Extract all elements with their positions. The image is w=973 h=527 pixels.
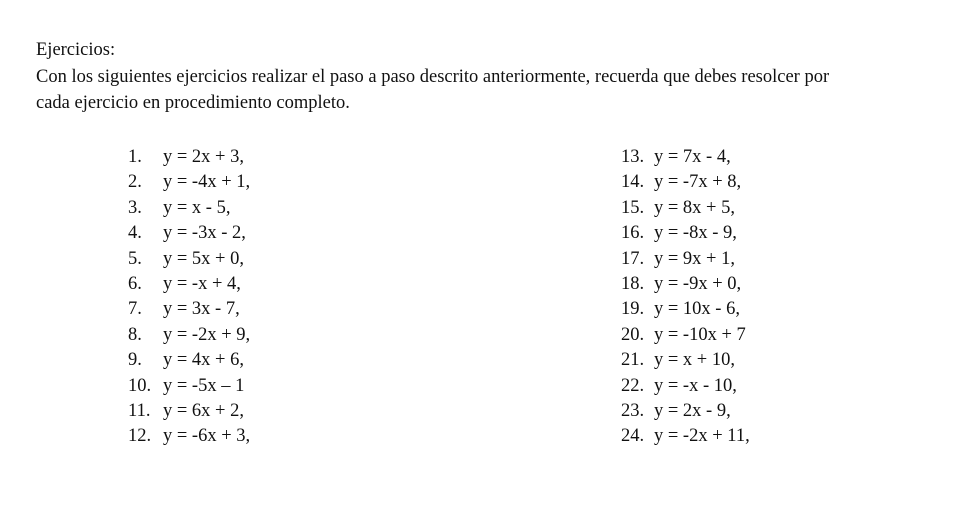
exercise-number: 3. (128, 197, 142, 218)
exercise-item (128, 196, 250, 221)
exercise-equation: y = -6x + 3, (163, 426, 251, 447)
exercise-equation: y = -5x – 1 (163, 375, 245, 396)
exercise-equation: y = x - 5, (163, 197, 231, 218)
exercise-number: 18. (621, 273, 645, 294)
exercise-equation: y = -4x + 1, (163, 172, 251, 193)
exercise-number: 7. (128, 299, 142, 320)
exercise-list-left (128, 145, 250, 450)
exercise-number: 22. (621, 375, 645, 396)
exercise-number: 1. (128, 147, 142, 167)
exercise-item (621, 247, 750, 272)
exercise-number: 6. (128, 273, 142, 294)
exercise-number: 23. (621, 400, 645, 421)
exercise-equation: y = -10x + 7 (654, 324, 746, 345)
exercise-equation: y = -7x + 8, (654, 172, 742, 193)
exercise-item (128, 272, 250, 297)
instructions-line-2: cada ejercicio en procedimiento completo. (36, 93, 350, 113)
exercise-equation: y = 10x - 6, (654, 299, 740, 320)
exercise-equation: y = -x + 4, (163, 273, 241, 294)
exercise-equation: y = 2x + 3, (163, 147, 244, 167)
exercise-equation: y = 3x - 7, (163, 299, 240, 320)
exercise-number: 2. (128, 172, 142, 193)
exercise-number: 19. (621, 299, 645, 320)
exercise-item (621, 424, 750, 449)
exercise-item (621, 374, 750, 399)
exercise-list-right (621, 145, 750, 450)
exercise-number: 20. (621, 324, 645, 345)
exercise-item (621, 297, 750, 322)
exercise-item (621, 145, 750, 170)
exercise-item (621, 348, 750, 373)
exercise-equation: y = -x - 10, (654, 375, 737, 396)
exercise-number: 13. (621, 147, 645, 167)
exercise-item (128, 348, 250, 373)
exercise-item (621, 399, 750, 424)
exercise-equation: y = 7x - 4, (654, 147, 731, 167)
exercise-number: 12. (128, 426, 152, 447)
exercise-equation: y = -2x + 11, (654, 426, 750, 447)
exercise-number: 16. (621, 223, 645, 244)
exercise-item (128, 323, 250, 348)
exercise-item (128, 170, 250, 195)
exercise-number: 17. (621, 248, 645, 269)
exercise-equation: y = 2x - 9, (654, 400, 731, 421)
exercise-equation: y = 9x + 1, (654, 248, 735, 269)
exercise-equation: y = 8x + 5, (654, 197, 735, 218)
exercise-item (621, 323, 750, 348)
exercise-item (128, 399, 250, 424)
exercise-equation: y = -3x - 2, (163, 223, 246, 244)
exercise-number: 11. (128, 400, 151, 421)
exercise-number: 4. (128, 223, 142, 244)
exercise-item (128, 221, 250, 246)
exercise-number: 14. (621, 172, 645, 193)
exercise-equation: y = x + 10, (654, 350, 735, 371)
exercise-item (621, 272, 750, 297)
exercise-number: 15. (621, 197, 645, 218)
exercise-number: 10. (128, 375, 152, 396)
exercise-equation: y = -8x - 9, (654, 223, 737, 244)
instructions-paragraph (36, 64, 956, 116)
exercise-item (128, 424, 250, 449)
exercise-item (128, 297, 250, 322)
section-heading: Ejercicios: (36, 40, 116, 60)
exercise-equation: y = -9x + 0, (654, 273, 742, 294)
exercise-equation: y = 4x + 6, (163, 350, 244, 371)
exercise-equation: y = 6x + 2, (163, 400, 244, 421)
exercise-equation: y = -2x + 9, (163, 324, 251, 345)
exercise-item (621, 196, 750, 221)
exercise-number: 9. (128, 350, 142, 371)
exercise-item (128, 374, 250, 399)
exercise-item (621, 221, 750, 246)
instructions-line-1: Con los siguientes ejercicios realizar el paso a paso descrito anteriormente, recuerda que debes resolcer por (36, 67, 830, 87)
exercise-equation: y = 5x + 0, (163, 248, 244, 269)
exercise-item (128, 145, 250, 170)
exercise-number: 21. (621, 350, 645, 371)
exercise-number: 5. (128, 248, 142, 269)
exercise-number: 24. (621, 426, 645, 447)
exercise-number: 8. (128, 324, 142, 345)
exercise-item (128, 247, 250, 272)
exercise-item (621, 170, 750, 195)
